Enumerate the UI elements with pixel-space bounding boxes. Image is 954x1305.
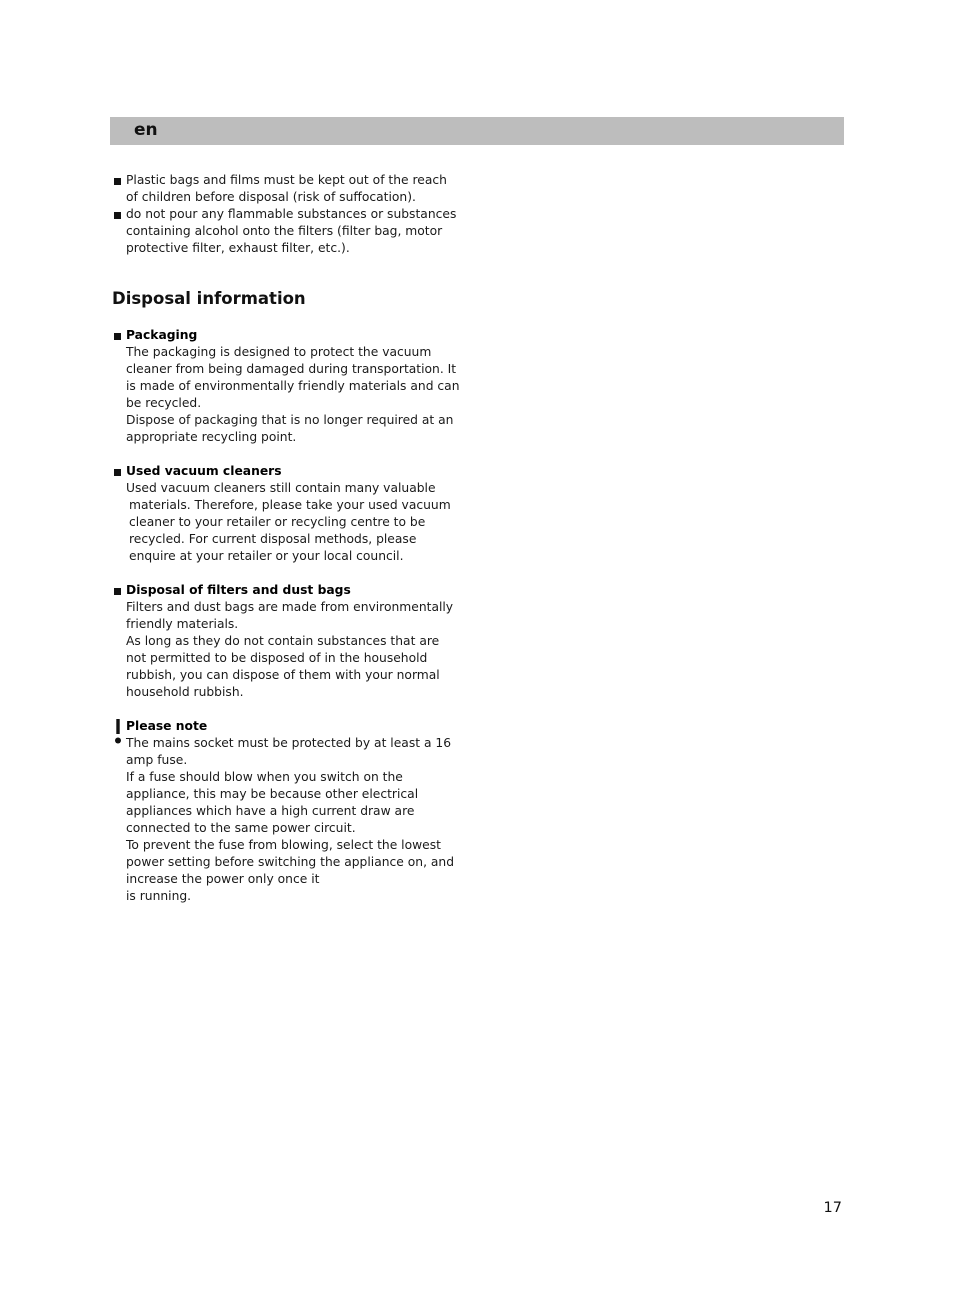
text-line: connected to the same power circuit. [126, 821, 356, 835]
text-line: power setting before switching the appliance on, and [126, 855, 455, 869]
text-line: As long as they do not contain substances that are [126, 634, 440, 648]
bullet-square-icon [114, 178, 121, 185]
text-line: is running. [126, 889, 192, 903]
text-line: containing alcohol onto the filters (filter bag, motor [126, 224, 443, 238]
please-note-title: Please note [126, 719, 208, 733]
text-line: Dispose of packaging that is no longer required at an [126, 413, 454, 427]
page-number: 17 [823, 1200, 842, 1216]
safety-bullet-flammable [112, 206, 464, 257]
text-line: protective filter, exhaust filter, etc.). [126, 241, 350, 255]
packaging-section [112, 327, 464, 446]
text-line: recycled. For current disposal methods, please [129, 532, 417, 546]
text-line: The packaging is designed to protect the vacuum [126, 345, 432, 359]
text-line: If a fuse should blow when you switch on the [126, 770, 403, 784]
bullet-square-icon [114, 469, 121, 476]
text-line: materials. Therefore, please take your used vacuum [129, 498, 451, 512]
safety-bullet-plastic-bags [112, 172, 464, 206]
text-line: household rubbish. [126, 685, 244, 699]
text-line: amp fuse. [126, 753, 188, 767]
text-line: increase the power only once it [126, 872, 320, 886]
content-column [112, 172, 464, 922]
text-line: cleaner from being damaged during transportation. It [126, 362, 457, 376]
text-line: appliance, this may be because other electrical [126, 787, 419, 801]
text-line: friendly materials. [126, 617, 239, 631]
packaging-title: Packaging [126, 328, 198, 342]
text-line: Used vacuum cleaners still contain many valuable [126, 481, 436, 495]
language-code: en [134, 120, 158, 140]
text-line: of children before disposal (risk of suffocation). [126, 190, 416, 204]
text-line: The mains socket must be protected by at least a 16 [126, 736, 452, 750]
text-line: do not pour any flammable substances or substances [126, 207, 457, 221]
bullet-square-icon [114, 333, 121, 340]
exclamation-icon [114, 719, 122, 745]
text-line: rubbish, you can dispose of them with your normal [126, 668, 440, 682]
bullet-square-icon [114, 588, 121, 595]
section-title: Disposal information [112, 289, 306, 308]
used-vacuum-cleaners-title: Used vacuum cleaners [126, 464, 282, 478]
used-vacuum-cleaners-section [112, 463, 464, 565]
text-line: appliances which have a high current draw are [126, 804, 415, 818]
text-line: cleaner to your retailer or recycling centre to be [129, 515, 426, 529]
filters-dust-bags-title: Disposal of filters and dust bags [126, 583, 351, 597]
text-line: appropriate recycling point. [126, 430, 297, 444]
text-line: be recycled. [126, 396, 202, 410]
please-note-section [112, 718, 464, 905]
text-line: To prevent the fuse from blowing, select the lowest [126, 838, 441, 852]
bullet-square-icon [114, 212, 121, 219]
text-line: enquire at your retailer or your local council. [129, 549, 404, 563]
text-line: Filters and dust bags are made from environmentally [126, 600, 454, 614]
text-line: not permitted to be disposed of in the household [126, 651, 428, 665]
text-line: is made of environmentally friendly materials and can [126, 379, 460, 393]
text-line: Plastic bags and films must be kept out of the reach [126, 173, 447, 187]
filters-dust-bags-section [112, 582, 464, 701]
language-header-bar [110, 117, 844, 145]
